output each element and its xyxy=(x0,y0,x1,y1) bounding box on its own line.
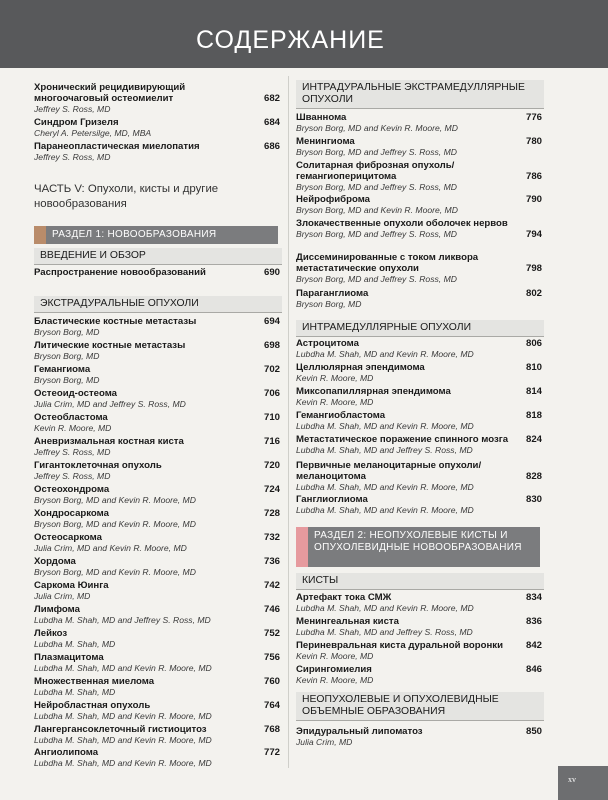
entry-title: Аневризмальная костная киста xyxy=(34,436,184,447)
entry-author: Lubdha M. Shah, MD and Kevin R. Moore, MD xyxy=(296,603,474,613)
entry-page: 786 xyxy=(525,171,542,182)
section-header: ИНТРАМЕДУЛЛЯРНЫЕ ОПУХОЛИ xyxy=(296,320,544,337)
entry-page: 694 xyxy=(263,316,280,327)
entry-author: Kevin R. Moore, MD xyxy=(296,651,374,661)
entry-page: 828 xyxy=(525,471,542,482)
entry-page: 746 xyxy=(263,604,280,615)
entry-page: 710 xyxy=(263,412,280,423)
toc-entry[interactable] xyxy=(34,508,282,529)
header-bar xyxy=(0,0,608,68)
entry-page: 756 xyxy=(263,652,280,663)
entry-page: 728 xyxy=(263,508,280,519)
toc-entry[interactable] xyxy=(34,580,282,601)
entry-page: 706 xyxy=(263,388,280,399)
entry-page: 742 xyxy=(263,580,280,591)
entry-author: Lubdha M. Shah, MD xyxy=(34,687,116,697)
entry-title: Шваннома xyxy=(296,112,347,123)
entry-author: Julia Crim, MD and Jeffrey S. Ross, MD xyxy=(34,399,186,409)
toc-entry[interactable] xyxy=(296,434,544,455)
toc-entry[interactable] xyxy=(34,340,282,361)
entry-author: Jeffrey S. Ross, MD xyxy=(34,152,111,162)
toc-entry[interactable] xyxy=(34,364,282,385)
entry-author: Cheryl A. Petersilge, MD, MBA xyxy=(34,128,152,138)
entry-author: Bryson Borg, MD xyxy=(296,299,362,309)
entry-title: Остеосаркома xyxy=(34,532,102,543)
toc-entry[interactable] xyxy=(296,494,544,515)
entry-title: Ангиолипома xyxy=(34,747,99,758)
entry-author: Bryson Borg, MD and Kevin R. Moore, MD xyxy=(296,205,458,215)
entry-author: Bryson Borg, MD and Jeffrey S. Ross, MD xyxy=(296,274,457,284)
entry-title: Множественная миелома xyxy=(34,676,155,687)
entry-title: Злокачественные опухоли оболочек нервов xyxy=(296,218,508,229)
entry-title: Распространение новообразований xyxy=(34,267,206,278)
entry-page: 836 xyxy=(525,616,542,627)
entry-author: Julia Crim, MD xyxy=(296,737,353,747)
subsection-banner xyxy=(34,226,278,244)
entry-title: Миксопапиллярная эпендимома xyxy=(296,386,451,397)
entry-title: Артефакт тока СМЖ xyxy=(296,592,392,603)
entry-author: Bryson Borg, MD and Jeffrey S. Ross, MD xyxy=(296,182,457,192)
entry-title: Лейкоз xyxy=(34,628,68,639)
entry-title: Периневральная киста дуральной воронки xyxy=(296,640,504,651)
entry-author: Lubdha M. Shah, MD xyxy=(34,639,116,649)
entry-author: Bryson Borg, MD xyxy=(34,375,100,385)
subsection-banner xyxy=(296,527,540,567)
entry-title: Солитарная фиброзная опухоль/ гемангиоперицитома xyxy=(296,160,455,182)
entry-page: 834 xyxy=(525,592,542,603)
entry-page: 790 xyxy=(525,194,542,205)
entry-author: Lubdha M. Shah, MD and Jeffrey S. Ross, MD xyxy=(296,627,473,637)
entry-author: Lubdha M. Shah, MD and Kevin R. Moore, MD xyxy=(34,711,212,721)
entry-page: 764 xyxy=(263,700,280,711)
entry-page: 780 xyxy=(525,136,542,147)
toc-entry[interactable] xyxy=(34,628,282,649)
entry-title: Остеобластома xyxy=(34,412,108,423)
toc-entry[interactable] xyxy=(34,141,282,162)
toc-entry[interactable] xyxy=(296,386,544,407)
toc-entry[interactable] xyxy=(34,412,282,433)
toc-entry[interactable] xyxy=(34,556,282,577)
entry-page: 702 xyxy=(263,364,280,375)
section-header: ВВЕДЕНИЕ И ОБЗОР xyxy=(34,248,282,265)
entry-page: 794 xyxy=(525,229,542,240)
toc-entry[interactable] xyxy=(296,136,544,157)
toc-entry[interactable] xyxy=(296,288,544,309)
entry-page: 802 xyxy=(525,288,542,299)
entry-page: 724 xyxy=(263,484,280,495)
toc-entry[interactable] xyxy=(34,747,282,768)
entry-title: Бластические костные метастазы xyxy=(34,316,197,327)
entry-author: Jeffrey S. Ross, MD xyxy=(34,471,111,481)
entry-title: Остеохондрома xyxy=(34,484,110,495)
entry-author: Bryson Borg, MD xyxy=(34,351,100,361)
entry-author: Lubdha M. Shah, MD and Kevin R. Moore, MD xyxy=(34,758,212,768)
entry-title: Гигантоклеточная опухоль xyxy=(34,460,162,471)
toc-entry[interactable] xyxy=(34,676,282,697)
entry-page: 768 xyxy=(263,724,280,735)
section-header: КИСТЫ xyxy=(296,573,544,590)
toc-entry[interactable] xyxy=(296,410,544,431)
entry-page: 798 xyxy=(525,263,542,274)
entry-title: Нейрофиброма xyxy=(296,194,371,205)
toc-entry[interactable] xyxy=(34,484,282,505)
toc-entry[interactable] xyxy=(296,592,544,613)
toc-entry[interactable] xyxy=(296,640,544,661)
toc-entry[interactable] xyxy=(34,82,282,114)
entry-title: Саркома Юинга xyxy=(34,580,109,591)
toc-entry[interactable] xyxy=(296,160,544,192)
entry-page: 682 xyxy=(263,93,280,104)
toc-entry[interactable] xyxy=(34,532,282,553)
entry-author: Bryson Borg, MD xyxy=(34,327,100,337)
entry-title: Нейробластная опухоль xyxy=(34,700,151,711)
entry-page: 686 xyxy=(263,141,280,152)
entry-title: Сирингомиелия xyxy=(296,664,372,675)
entry-page: 814 xyxy=(525,386,542,397)
toc-entry[interactable] xyxy=(34,436,282,457)
banner-accent xyxy=(296,527,308,567)
entry-page: 752 xyxy=(263,628,280,639)
entry-title: Параганглиома xyxy=(296,288,369,299)
toc-entry[interactable] xyxy=(296,112,544,133)
entry-title: Гемангиобластома xyxy=(296,410,386,421)
banner-label: РАЗДЕЛ 2: НЕОПУХОЛЕВЫЕ КИСТЫ И ОПУХОЛЕВИДНЫЕ НОВООБРАЗОВАНИЯ xyxy=(314,530,522,553)
entry-author: Bryson Borg, MD and Kevin R. Moore, MD xyxy=(296,123,458,133)
entry-author: Lubdha M. Shah, MD and Jeffrey S. Ross, MD xyxy=(34,615,211,625)
entry-title: Литические костные метастазы xyxy=(34,340,186,351)
entry-author: Lubdha M. Shah, MD and Kevin R. Moore, MD xyxy=(296,421,474,431)
entry-page: 776 xyxy=(525,112,542,123)
entry-title: Лимфома xyxy=(34,604,80,615)
entry-author: Bryson Borg, MD and Kevin R. Moore, MD xyxy=(34,519,196,529)
entry-author: Lubdha M. Shah, MD and Kevin R. Moore, MD xyxy=(296,505,474,515)
entry-author: Lubdha M. Shah, MD and Kevin R. Moore, MD xyxy=(296,482,474,492)
entry-page: 850 xyxy=(525,726,542,737)
entry-title: Ганглиоглиома xyxy=(296,494,368,505)
toc-entry[interactable] xyxy=(296,616,544,637)
entry-title: Плазмацитома xyxy=(34,652,104,663)
toc-entry[interactable] xyxy=(34,117,282,138)
entry-page: 716 xyxy=(263,436,280,447)
entry-title: Остеоид-остеома xyxy=(34,388,118,399)
entry-page: 818 xyxy=(525,410,542,421)
entry-page: 732 xyxy=(263,532,280,543)
toc-entry[interactable] xyxy=(34,652,282,673)
entry-title: Диссеминированные с током ликвора метастатические опухоли xyxy=(296,252,479,274)
section-header: ЭКСТРАДУРАЛЬНЫЕ ОПУХОЛИ xyxy=(34,296,282,313)
section-header: ИНТРАДУРАЛЬНЫЕ ЭКСТРАМЕДУЛЛЯРНЫЕ ОПУХОЛИ xyxy=(296,80,544,109)
toc-entry[interactable] xyxy=(34,460,282,481)
entry-author: Lubdha M. Shah, MD and Kevin R. Moore, MD xyxy=(34,663,212,673)
entry-page: 698 xyxy=(263,340,280,351)
entry-author: Kevin R. Moore, MD xyxy=(296,373,374,383)
toc-entry[interactable] xyxy=(296,218,544,239)
entry-title: Лангергансоклеточный гистиоцитоз xyxy=(34,724,207,735)
column-divider xyxy=(288,76,289,768)
entry-title: Целлюлярная эпендимома xyxy=(296,362,425,373)
entry-title: Эпидуральный липоматоз xyxy=(296,726,423,737)
toc-entry[interactable] xyxy=(34,267,282,278)
banner-accent xyxy=(34,226,46,244)
entry-author: Bryson Borg, MD and Kevin R. Moore, MD xyxy=(34,495,196,505)
banner-label: РАЗДЕЛ 1: НОВООБРАЗОВАНИЯ xyxy=(52,229,217,240)
entry-page: 760 xyxy=(263,676,280,687)
entry-title: Гемангиома xyxy=(34,364,91,375)
page-title: СОДЕРЖАНИЕ xyxy=(196,26,385,54)
entry-author: Lubdha M. Shah, MD and Kevin R. Moore, MD xyxy=(34,735,212,745)
entry-title: Хондросаркома xyxy=(34,508,109,519)
toc-entry[interactable] xyxy=(34,700,282,721)
part-heading: ЧАСТЬ V: Опухоли, кисты и другие новообразования xyxy=(34,183,219,210)
toc-entry[interactable] xyxy=(296,194,544,215)
entry-page: 824 xyxy=(525,434,542,445)
entry-author: Lubdha M. Shah, MD and Jeffrey S. Ross, MD xyxy=(296,445,473,455)
entry-page: 690 xyxy=(263,267,280,278)
entry-title: Менингеальная киста xyxy=(296,616,399,627)
entry-author: Julia Crim, MD xyxy=(34,591,91,601)
page-number-tab xyxy=(558,766,608,800)
entry-title: Хордома xyxy=(34,556,76,567)
entry-author: Kevin R. Moore, MD xyxy=(296,397,374,407)
entry-title: Менингиома xyxy=(296,136,355,147)
toc-entry[interactable] xyxy=(34,724,282,745)
entry-page: 830 xyxy=(525,494,542,505)
entry-title: Астроцитома xyxy=(296,338,359,349)
page-number: xv xyxy=(568,775,576,784)
section-header: НЕОПУХОЛЕВЫЕ И ОПУХОЛЕВИДНЫЕ ОБЪЕМНЫЕ ОБРАЗОВАНИЯ xyxy=(296,692,544,721)
entry-author: Bryson Borg, MD and Kevin R. Moore, MD xyxy=(34,567,196,577)
entry-page: 720 xyxy=(263,460,280,471)
toc-entry[interactable] xyxy=(34,388,282,409)
toc-entry[interactable] xyxy=(296,338,544,359)
entry-author: Bryson Borg, MD and Jeffrey S. Ross, MD xyxy=(296,147,457,157)
entry-page: 810 xyxy=(525,362,542,373)
entry-title: Синдром Гризеля xyxy=(34,117,119,128)
entry-page: 842 xyxy=(525,640,542,651)
toc-entry[interactable] xyxy=(296,664,544,685)
toc-entry[interactable] xyxy=(296,460,544,492)
entry-title: Метастатическое поражение спинного мозга xyxy=(296,434,509,445)
entry-author: Kevin R. Moore, MD xyxy=(296,675,374,685)
entry-page: 806 xyxy=(525,338,542,349)
entry-author: Kevin R. Moore, MD xyxy=(34,423,112,433)
entry-page: 846 xyxy=(525,664,542,675)
entry-author: Bryson Borg, MD and Jeffrey S. Ross, MD xyxy=(296,229,457,239)
entry-author: Julia Crim, MD and Kevin R. Moore, MD xyxy=(34,543,187,553)
entry-page: 772 xyxy=(263,747,280,758)
toc-entry[interactable] xyxy=(34,604,282,625)
entry-author: Jeffrey S. Ross, MD xyxy=(34,104,111,114)
toc-entry[interactable] xyxy=(296,726,544,747)
entry-author: Jeffrey S. Ross, MD xyxy=(34,447,111,457)
entry-page: 736 xyxy=(263,556,280,567)
toc-entry[interactable] xyxy=(34,316,282,337)
entry-page: 684 xyxy=(263,117,280,128)
entry-author: Lubdha M. Shah, MD and Kevin R. Moore, MD xyxy=(296,349,474,359)
entry-title: Хронический рецидивирующий многоочаговый остеомиелит xyxy=(34,82,186,104)
entry-title: Паранеопластическая миелопатия xyxy=(34,141,200,152)
toc-entry[interactable] xyxy=(296,252,544,284)
entry-title: Первичные меланоцитарные опухоли/ меланоцитома xyxy=(296,460,482,482)
toc-entry[interactable] xyxy=(296,362,544,383)
